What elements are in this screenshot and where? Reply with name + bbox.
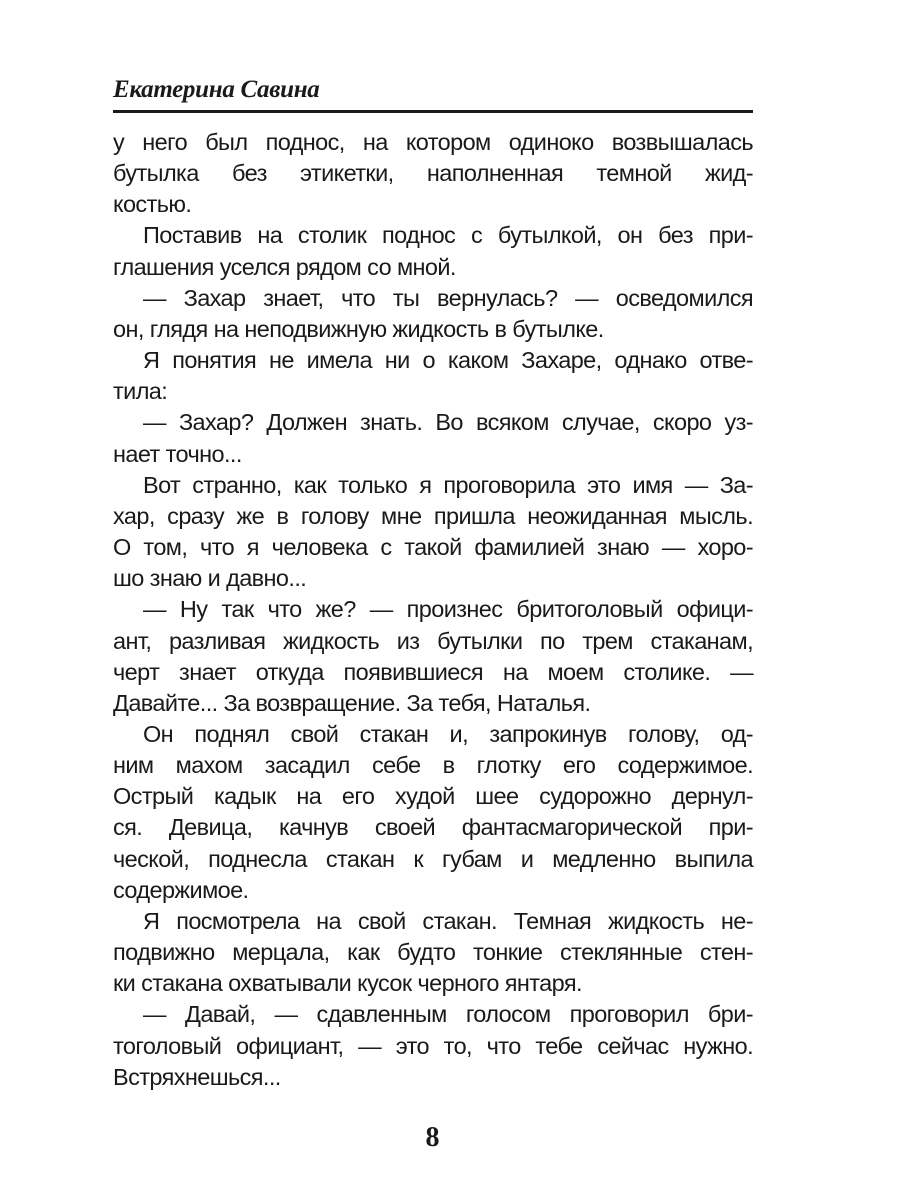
text-line: Я понятия не имела ни о каком Захаре, однако отве- bbox=[143, 347, 753, 374]
text-line: хар, сразу же в голову мне пришла неожиданная мысль. bbox=[113, 502, 753, 529]
running-header: Екатерина Савина bbox=[113, 76, 320, 103]
text-line: содержимое. bbox=[113, 876, 249, 903]
text-line: — Давай, — сдавленным голосом проговорил бри- bbox=[143, 1001, 753, 1028]
text-line: ки стакана охватывали кусок черного янтаря. bbox=[113, 970, 582, 997]
text-line: Встряхнешься... bbox=[113, 1063, 281, 1090]
page-number: 8 bbox=[425, 1122, 440, 1153]
header-rule bbox=[113, 110, 753, 113]
text-line: ним махом засадил себе в глотку его содержимое. bbox=[113, 752, 753, 779]
text-line: ся. Девица, качнув своей фантасмагорической при- bbox=[113, 814, 753, 841]
text-line: — Ну так что же? — произнес бритоголовый офици- bbox=[143, 596, 753, 623]
text-line: Он поднял свой стакан и, запрокинув голову, од- bbox=[143, 720, 753, 747]
text-line: Поставив на столик поднос с бутылкой, он без при- bbox=[143, 222, 753, 249]
text-line: нает точно... bbox=[113, 440, 242, 467]
text-line: Острый кадык на его худой шее судорожно дернул- bbox=[113, 783, 753, 810]
text-line: черт знает откуда появившиеся на моем столике. — bbox=[113, 658, 753, 685]
text-line: шо знаю и давно... bbox=[113, 565, 307, 592]
text-line: — Захар знает, что ты вернулась? — осведомился bbox=[143, 284, 753, 311]
text-line: бутылка без этикетки, наполненная темной жид- bbox=[113, 160, 753, 187]
text-line: О том, что я человека с такой фамилией знаю — хоро- bbox=[113, 534, 753, 561]
text-line: ческой, поднесла стакан к губам и медленно выпила bbox=[113, 845, 753, 872]
text-line: — Захар? Должен знать. Во всяком случае, скоро уз- bbox=[143, 409, 753, 436]
page-body-text bbox=[113, 127, 753, 1093]
text-line: у него был поднос, на котором одиноко возвышалась bbox=[113, 129, 753, 155]
text-line: тоголовый официант, — это то, что тебе сейчас нужно. bbox=[113, 1032, 753, 1059]
text-line: Вот странно, как только я проговорила это имя — За- bbox=[143, 471, 753, 498]
text-line: глашения уселся рядом со мной. bbox=[113, 253, 456, 280]
text-line: костью. bbox=[113, 191, 192, 218]
text-line: ант, разливая жидкость из бутылки по трем стаканам, bbox=[113, 627, 753, 654]
text-line: Я посмотрела на свой стакан. Темная жидкость не- bbox=[143, 907, 753, 934]
text-line: он, глядя на неподвижную жидкость в бутылке. bbox=[113, 315, 604, 342]
text-line: тила: bbox=[113, 378, 168, 405]
text-line: подвижно мерцала, как будто тонкие стеклянные стен- bbox=[113, 939, 753, 966]
text-line: Давайте... За возвращение. За тебя, Наталья. bbox=[113, 689, 591, 716]
